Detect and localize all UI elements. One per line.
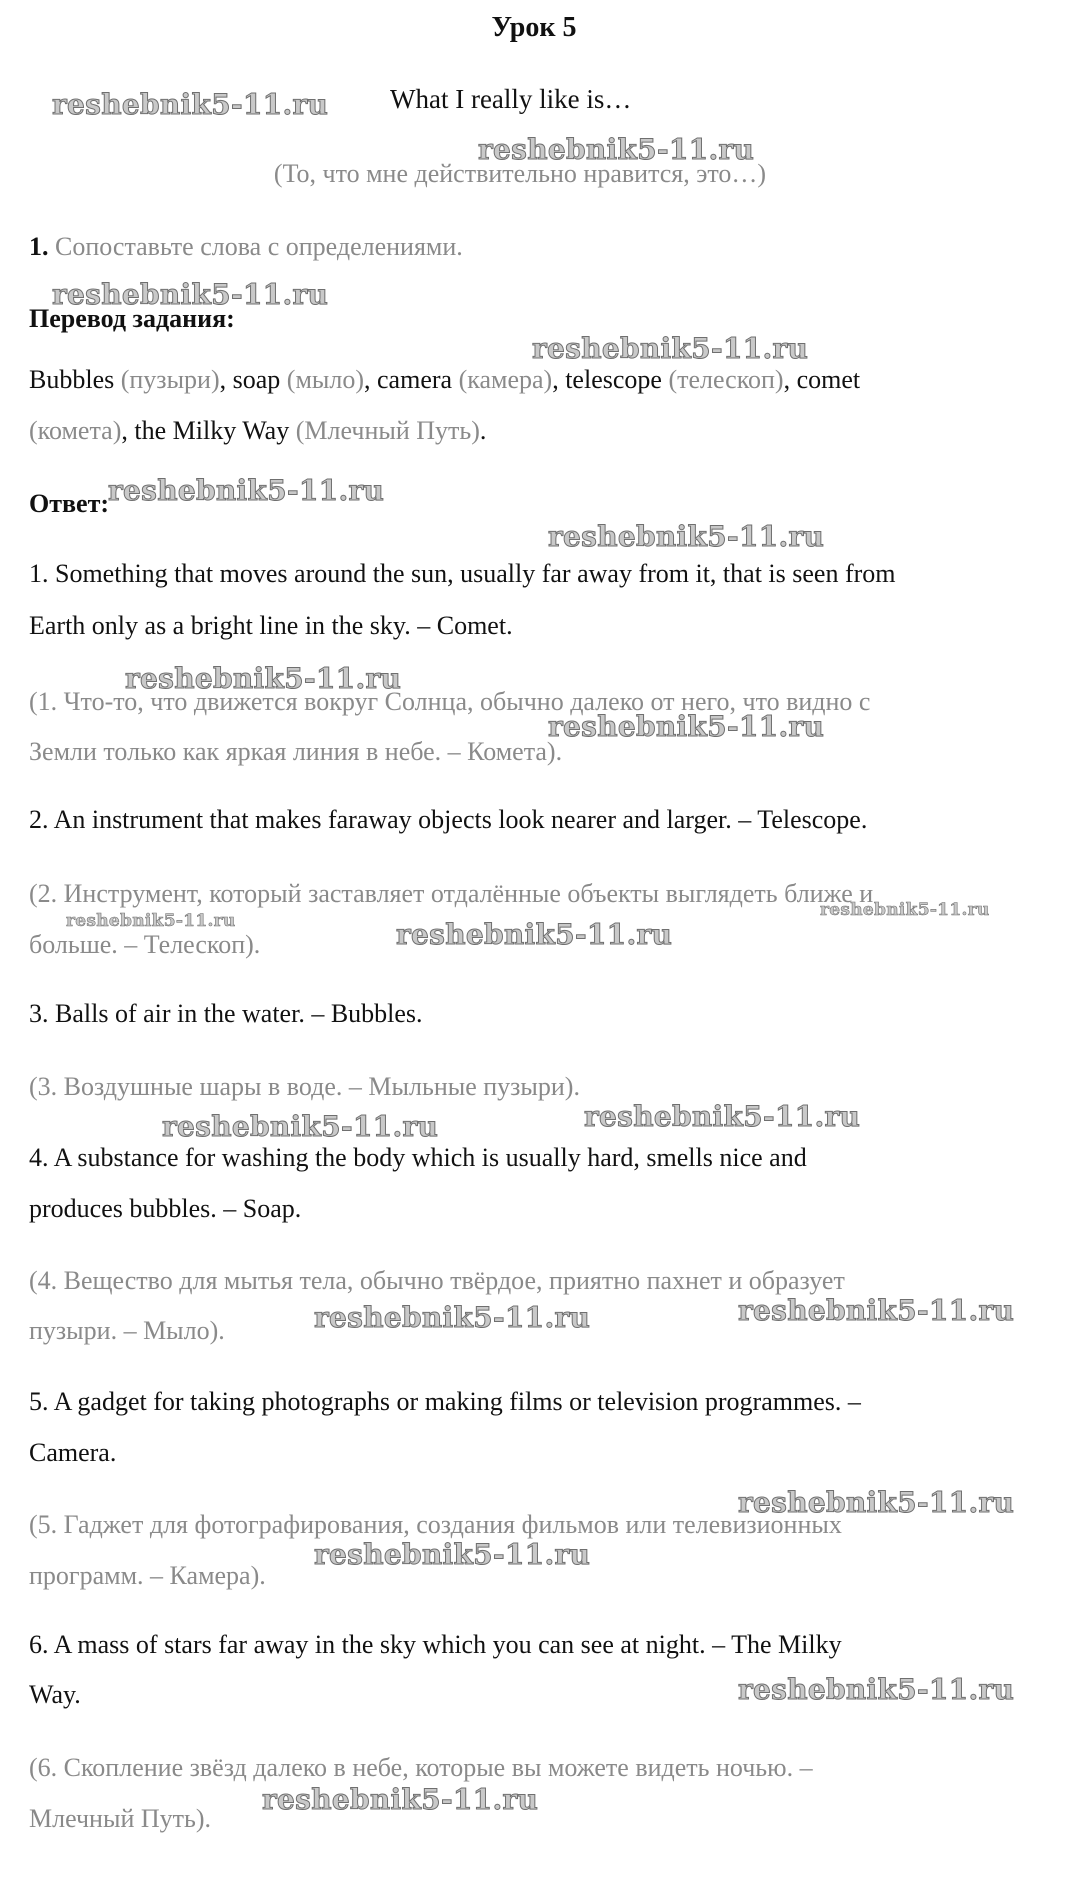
answer-en-line: 5. A gadget for taking photographs or making films or television programmes. – [29, 1387, 861, 1416]
task-text: Сопоставьте слова с определениями. [55, 232, 463, 261]
watermark: reshebnik5-11.ru [162, 1110, 439, 1143]
task-number: 1. [29, 232, 49, 261]
answer-ru-line: (5. Гаджет для фотографирования, создания фильмов или телевизионных [29, 1510, 842, 1539]
vocab-translation: (комета) [29, 416, 122, 445]
answer-ru-line: (2. Инструмент, который заставляет отдалённые объекты выглядеть ближе и [29, 879, 874, 908]
watermark: reshebnik5-11.ru [125, 662, 402, 695]
answer-en-line: Camera. [29, 1438, 117, 1467]
answer-ru-line: больше. – Телескоп). [29, 930, 261, 959]
vocab-word: camera [377, 365, 453, 394]
answer-ru-line: программ. – Камера). [29, 1561, 266, 1590]
watermark: reshebnik5-11.ru [738, 1486, 1015, 1519]
watermark: reshebnik5-11.ru [532, 332, 809, 365]
answer-en-line: Way. [29, 1680, 81, 1709]
watermark: reshebnik5-11.ru [738, 1673, 1015, 1706]
vocab-translation: (Млечный Путь) [295, 416, 480, 445]
watermark: reshebnik5-11.ru [548, 710, 825, 743]
watermark: reshebnik5-11.ru [396, 918, 673, 951]
watermark: reshebnik5-11.ru [478, 133, 755, 166]
answer-en-line: 1. Something that moves around the sun, usually far away from it, that is seen from [29, 559, 896, 588]
vocab-word: soap [232, 365, 281, 394]
vocab-line-2: (комета), the Milky Way (Млечный Путь). [29, 416, 487, 445]
vocab-word: comet [796, 365, 861, 394]
watermark: reshebnik5-11.ru [66, 911, 236, 931]
vocab-translation: (камера) [458, 365, 553, 394]
vocab-translation: (мыло) [286, 365, 365, 394]
watermark: reshebnik5-11.ru [52, 278, 329, 311]
watermark: reshebnik5-11.ru [314, 1538, 591, 1571]
answer-en-line: 3. Balls of air in the water. – Bubbles. [29, 999, 423, 1028]
watermark: reshebnik5-11.ru [108, 474, 385, 507]
translation-heading: Перевод задания: [29, 304, 235, 333]
answer-ru-line: (1. Что-то, что движется вокруг Солнца, обычно далеко от него, что видно с [29, 687, 871, 716]
page-title: Урок 5 [491, 12, 577, 43]
watermark: reshebnik5-11.ru [820, 900, 990, 920]
vocab-word: Bubbles [29, 365, 115, 394]
watermark: reshebnik5-11.ru [262, 1783, 539, 1816]
watermark: reshebnik5-11.ru [314, 1301, 591, 1334]
vocab-line-1: Bubbles (пузыри), soap (мыло), camera (камера), telescope (телескоп), comet [29, 365, 861, 394]
answer-ru-line: (3. Воздушные шары в воде. – Мыльные пузыри). [29, 1072, 580, 1101]
answer-en-line: 2. An instrument that makes faraway objects look nearer and larger. – Telescope. [29, 805, 868, 834]
answer-en-line: Earth only as a bright line in the sky. – Comet. [29, 611, 513, 640]
vocab-word: telescope [565, 365, 662, 394]
answer-en-line: 6. A mass of stars far away in the sky which you can see at night. – The Milky [29, 1630, 842, 1659]
answer-ru-line: (4. Вещество для мытья тела, обычно твёрдое, приятно пахнет и образует [29, 1266, 845, 1295]
vocab-translation: (пузыри) [120, 365, 220, 394]
task-line [29, 231, 463, 262]
answer-ru-line: (6. Скопление звёзд далеко в небе, которые вы можете видеть ночью. – [29, 1753, 813, 1782]
answer-ru-line: Млечный Путь). [29, 1804, 212, 1833]
watermark: reshebnik5-11.ru [52, 88, 329, 121]
answer-heading: Ответ: [29, 489, 110, 518]
answer-en-line: 4. A substance for washing the body which is usually hard, smells nice and [29, 1143, 807, 1172]
vocab-translation: (телескоп) [668, 365, 784, 394]
answer-en-line: produces bubbles. – Soap. [29, 1194, 302, 1223]
watermark: reshebnik5-11.ru [584, 1100, 861, 1133]
lesson-subtitle-en: What I really like is… [390, 84, 632, 114]
watermark: reshebnik5-11.ru [548, 520, 825, 553]
lesson-subtitle-ru: (То, что мне действительно нравится, это…) [273, 159, 767, 188]
answer-ru-line: Земли только как яркая линия в небе. – Комета). [29, 737, 563, 766]
vocab-word: the Milky Way [134, 416, 290, 445]
answer-ru-line: пузыри. – Мыло). [29, 1316, 225, 1345]
watermark: reshebnik5-11.ru [738, 1294, 1015, 1327]
